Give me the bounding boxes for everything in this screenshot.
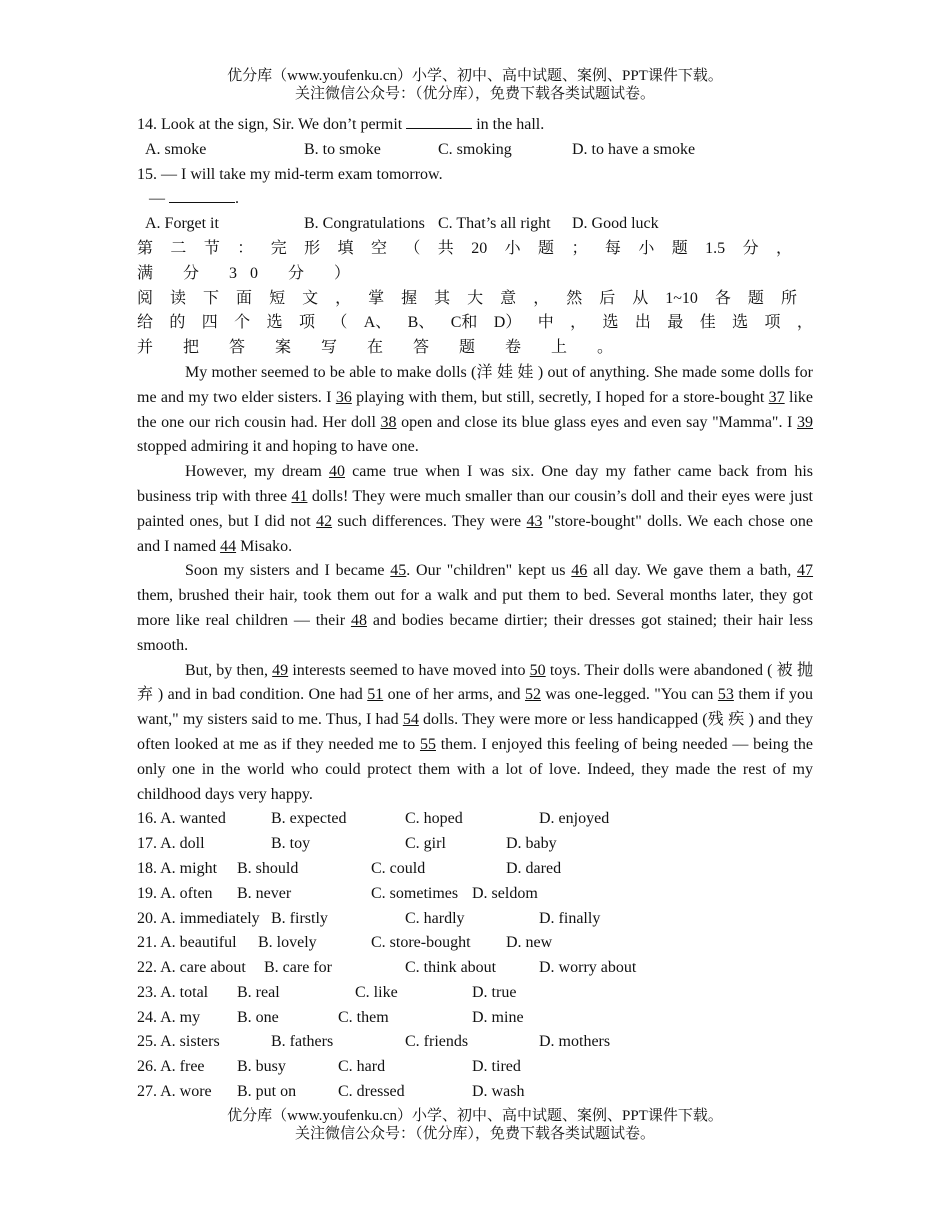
option-d: D. dared [506, 859, 562, 877]
title-char: A、 [363, 314, 392, 332]
option-row [137, 907, 813, 932]
option-row [137, 931, 813, 956]
option-a: A. Forget it [145, 215, 219, 233]
blank-number: 47 [797, 562, 814, 580]
title-char: 二 [170, 239, 187, 257]
question-number-option-a: 23. A. total [137, 983, 209, 1001]
title-char: 后 [599, 289, 616, 307]
passage-text: such differences. They were [332, 512, 527, 530]
option-row [137, 882, 813, 907]
question-number-option-a: 27. A. wore [137, 1083, 212, 1101]
title-char: 完 [270, 239, 287, 257]
title-char: 选 [266, 314, 283, 332]
title-char: 从 [632, 289, 649, 307]
passage-text: playing with them, but still, secretly, I hoped for a store-bought [351, 388, 769, 406]
passage-text: However, my dream [185, 463, 329, 481]
passage-text: and bodies became dirtier; their dresses got stained; their hair less smooth. [137, 611, 813, 654]
blank-number: 42 [316, 512, 333, 530]
passage-text: stopped admiring it and hoping to have one. [137, 438, 419, 456]
answer-blank [406, 114, 472, 129]
title-char: 选 [732, 314, 749, 332]
title-char: 读 [170, 289, 187, 307]
option-c: C. like [355, 983, 398, 1001]
option-c: C. could [371, 859, 426, 877]
option-d: D. true [472, 983, 517, 1001]
title-char: 题 [538, 239, 555, 257]
title-char: 第 [137, 239, 154, 257]
blank-number: 41 [291, 487, 308, 505]
option-b: B. to smoke [304, 140, 381, 158]
passage-text: dolls. They were more or less handicapped (残 疾 ) and they often looked at me as if they needed me to [137, 711, 813, 753]
title-char: 其 [434, 289, 451, 307]
passage-text: was one-legged. "You can [540, 686, 718, 704]
title-char: 小 [638, 239, 655, 257]
option-c: C. hardly [405, 909, 465, 927]
title-char: 个 [234, 314, 251, 332]
title-char: 填 [337, 239, 354, 257]
passage-text: them. I enjoyed this feeling of being needed — being the only one in the world who could protect them with a lot of love. Indeed, they made the rest of my childhood days very happy. [137, 735, 813, 803]
blank-number: 40 [328, 463, 345, 481]
title-char: 面 [236, 289, 253, 307]
title-char: 最 [667, 314, 684, 332]
question-number-option-a: 24. A. my [137, 1008, 201, 1026]
title-char: 短 [269, 289, 286, 307]
page-footer [0, 1107, 950, 1143]
question-number-option-a: 21. A. beautiful [137, 934, 237, 952]
blank-number: 46 [571, 562, 588, 580]
title-char: 1~10 [665, 289, 698, 307]
title-char: ， [796, 314, 813, 332]
option-d: D. mothers [539, 1033, 611, 1051]
question-15-reply: — . [149, 190, 239, 208]
blank-number: 53 [717, 686, 734, 704]
blank-number: 39 [797, 413, 814, 431]
option-d: D. tired [472, 1058, 521, 1076]
title-char: ： [237, 239, 254, 257]
option-d: D. mine [472, 1008, 524, 1026]
page-header [0, 67, 950, 103]
passage-text: interests seemed to have moved into [288, 661, 530, 679]
title-char: 意 [500, 289, 517, 307]
question-number-option-a: 17. A. doll [137, 835, 205, 853]
passage-text: . Our "children" kept us [406, 562, 572, 580]
option-b: B. one [237, 1008, 279, 1026]
option-b: B. fathers [271, 1033, 334, 1051]
blank-number: 52 [524, 686, 541, 704]
question-number-option-a: 20. A. immediately [137, 909, 260, 927]
passage-text: like the one our rich cousin had. Her doll [137, 388, 813, 431]
passage-paragraph-2 [137, 460, 813, 559]
title-char: 每 [604, 239, 621, 257]
option-row [137, 857, 813, 882]
section-title-cont: 满 分 30 分 ） [137, 264, 364, 282]
option-c: C. think about [405, 959, 497, 977]
title-char: 所 [780, 289, 797, 307]
option-d: D. Good luck [572, 215, 659, 233]
blank-number: 44 [220, 537, 237, 555]
title-char: 四 [201, 314, 218, 332]
blank-number: 49 [272, 661, 289, 679]
passage-text: toys. Their dolls were abandoned ( 被 抛 弃 ) and in bad condition. One had [137, 661, 813, 704]
title-char: 掌 [368, 289, 385, 307]
question-14-options [137, 138, 813, 163]
option-row [137, 832, 813, 857]
question-number-option-a: 22. A. care about [137, 959, 246, 977]
option-b: B. lovely [258, 934, 317, 952]
title-char: 20 [471, 239, 488, 257]
passage-text: all day. We gave them a bath, [587, 562, 798, 580]
title-char: ， [533, 289, 550, 307]
option-d: D. seldom [472, 884, 538, 902]
footer-line-2: 关注微信公众号：（优分库），免费下载各类试题试卷。 [294, 1126, 655, 1142]
blank-number: 48 [350, 611, 367, 629]
title-char: 握 [401, 289, 418, 307]
section-instructions-end: 并 把 答 案 写 在 答 题 卷 上 。 [137, 339, 627, 357]
question-14-stem: 14. Look at the sign, Sir. We don’t permit in the hall. [137, 116, 545, 133]
blank-number: 55 [419, 735, 436, 753]
exam-content [137, 113, 813, 1105]
title-char: 题 [671, 239, 688, 257]
option-c: C. sometimes [371, 884, 459, 902]
blank-number: 36 [335, 388, 352, 406]
passage-text: them if you want," my sisters said to me. Thus, I had [137, 686, 814, 729]
title-char: 各 [714, 289, 731, 307]
passage-text: open and close its blue glass eyes and even say "Mamma". I [396, 413, 798, 431]
option-c: C. hoped [405, 810, 463, 828]
passage-text: dolls! They were much smaller than our cousin’s doll and their eyes were just painted ones, but I did not [137, 487, 813, 530]
option-d: D. finally [539, 909, 601, 927]
option-c: C. store-bought [371, 934, 471, 952]
option-d: D. enjoyed [539, 810, 610, 828]
passage-paragraph-3 [137, 559, 813, 658]
option-c: C. That’s all right [438, 215, 551, 233]
option-b: B. toy [271, 835, 311, 853]
title-char: 1.5 [705, 239, 726, 257]
option-row [137, 1055, 813, 1080]
option-c: C. friends [405, 1033, 469, 1051]
title-char: 出 [634, 314, 651, 332]
title-char: D） [493, 314, 522, 332]
option-row [137, 1030, 813, 1055]
passage-text: "store-bought" dolls. We each chose one and I named [137, 512, 813, 555]
option-c: C. dressed [338, 1083, 405, 1101]
option-d: D. baby [506, 835, 557, 853]
title-char: B、 [407, 314, 435, 332]
title-char: 然 [566, 289, 583, 307]
title-char: C和 [450, 314, 478, 332]
title-char: （ [404, 239, 421, 257]
passage-text: them, brushed their hair, took them out for a walk and put them to bed. Several months later, they got more like real children — their [137, 587, 813, 629]
passage-paragraph-1 [137, 361, 813, 460]
question-number-option-a: 26. A. free [137, 1058, 205, 1076]
option-row [137, 807, 813, 832]
title-char: 形 [304, 239, 321, 257]
section-instructions [137, 287, 797, 312]
title-char: 分 [742, 239, 759, 257]
title-char: 选 [602, 314, 619, 332]
option-c: C. hard [338, 1058, 386, 1076]
passage-text: But, by then, [185, 661, 273, 679]
title-char: 项 [298, 314, 315, 332]
option-c: C. smoking [438, 140, 512, 158]
blank-number: 43 [526, 512, 543, 530]
option-c: C. them [338, 1008, 389, 1026]
title-char: 项 [764, 314, 781, 332]
blank-number: 45 [390, 562, 407, 580]
blank-number: 37 [768, 388, 785, 406]
question-number-option-a: 19. A. often [137, 884, 213, 902]
option-b: B. firstly [271, 909, 328, 927]
option-b: B. expected [271, 810, 347, 828]
title-char: 共 [437, 239, 454, 257]
title-char: 中 [537, 314, 554, 332]
option-b: B. care for [264, 959, 332, 977]
option-a: A. smoke [145, 140, 207, 158]
option-d: D. worry about [539, 959, 637, 977]
option-b: B. should [237, 859, 299, 877]
option-row [137, 1006, 813, 1031]
footer-line-1: 优分库（www.youfenku.cn）小学、初中、高中试题、案例、PPT课件下载。 [227, 1108, 723, 1124]
option-row [137, 1080, 813, 1105]
title-char: ； [571, 239, 588, 257]
title-char: 给 [137, 314, 154, 332]
option-b: B. busy [237, 1058, 286, 1076]
passage-paragraph-4 [137, 659, 813, 808]
title-char: 文 [302, 289, 319, 307]
title-char: 题 [747, 289, 764, 307]
blank-number: 38 [380, 413, 397, 431]
title-char: 佳 [699, 314, 716, 332]
title-char: ， [570, 314, 587, 332]
option-d: D. new [506, 934, 553, 952]
blank-number: 50 [529, 661, 546, 679]
passage-text: Misako. [236, 537, 293, 555]
option-b: B. real [237, 983, 280, 1001]
title-char: ， [775, 239, 792, 257]
option-b: B. never [237, 884, 292, 902]
option-b: B. Congratulations [304, 215, 425, 233]
passage-text: Soon my sisters and I became [185, 562, 391, 580]
passage-text: one of her arms, and [383, 686, 525, 704]
answer-blank [169, 188, 235, 203]
header-line-1: 优分库（www.youfenku.cn）小学、初中、高中试题、案例、PPT课件下载。 [227, 68, 723, 84]
question-number-option-a: 25. A. sisters [137, 1033, 220, 1051]
question-15-options [137, 212, 813, 237]
title-char: ， [335, 289, 352, 307]
title-char: 节 [203, 239, 220, 257]
option-d: D. wash [472, 1083, 525, 1101]
title-char: 小 [504, 239, 521, 257]
blank-number: 54 [402, 711, 419, 729]
title-char: 阅 [137, 289, 154, 307]
title-char: 的 [169, 314, 186, 332]
title-char: （ [331, 314, 348, 332]
option-c: C. girl [405, 835, 446, 853]
option-row [137, 956, 813, 981]
passage-text: came true when I was six. One day my father came back from his business trip with three [137, 463, 813, 505]
option-row [137, 981, 813, 1006]
section-title [137, 237, 792, 262]
question-number-option-a: 16. A. wanted [137, 810, 226, 828]
passage-text: My mother seemed to be able to make dolls (洋 娃 娃 ) out of anything. She made some dolls for me and my two elder sisters. I [137, 363, 813, 406]
option-d: D. to have a smoke [572, 140, 696, 158]
cloze-options [137, 807, 813, 1105]
blank-number: 51 [367, 686, 384, 704]
title-char: 大 [467, 289, 484, 307]
section-instructions-cont [137, 311, 813, 336]
header-line-2: 关注微信公众号：（优分库），免费下载各类试题试卷。 [294, 86, 655, 102]
title-char: 空 [370, 239, 387, 257]
title-char: 下 [203, 289, 220, 307]
question-number-option-a: 18. A. might [137, 859, 218, 877]
option-b: B. put on [237, 1083, 297, 1101]
question-15-stem: 15. — I will take my mid-term exam tomorrow. [137, 165, 443, 183]
